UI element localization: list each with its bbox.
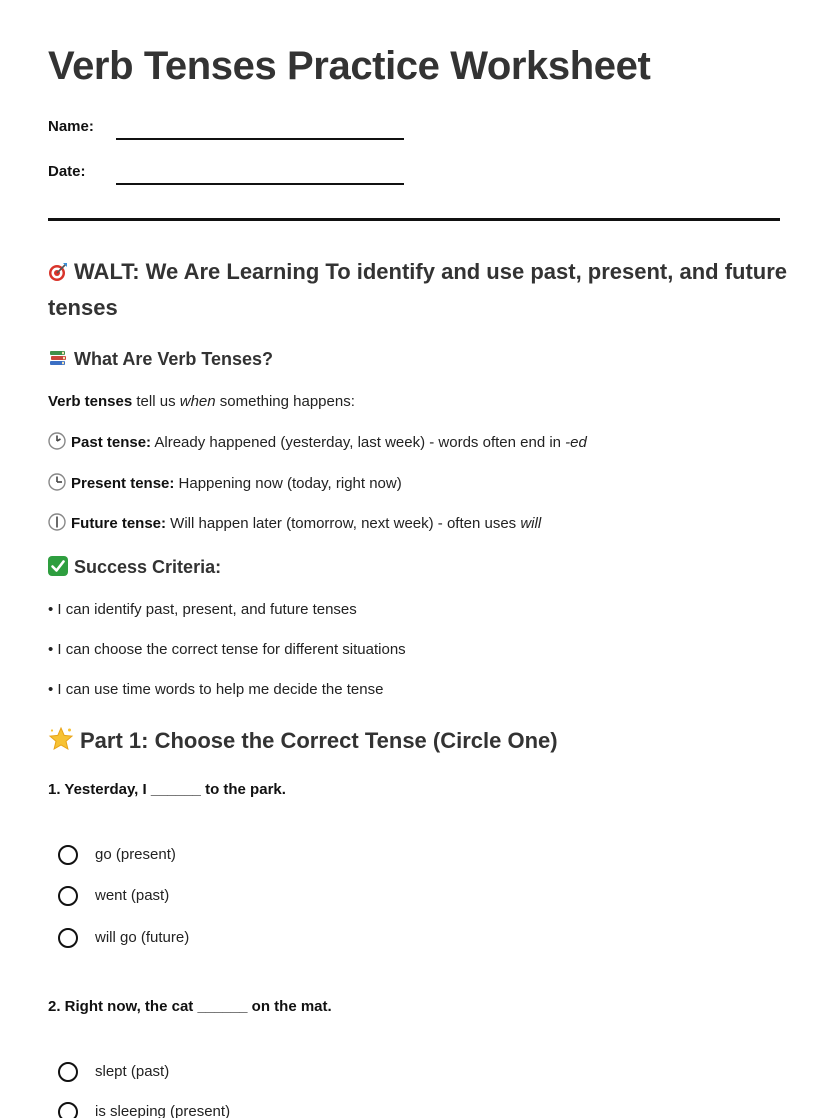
future-text: Will happen later (tomorrow, next week) - often uses — [166, 515, 521, 532]
success-heading — [48, 556, 221, 578]
intro-end: something happens: — [215, 393, 355, 410]
past-tense-line — [48, 432, 587, 451]
option-label: went (past) — [95, 887, 170, 904]
date-field[interactable] — [48, 161, 408, 187]
past-italic: -ed — [565, 434, 587, 451]
books-icon — [48, 348, 68, 368]
date-label: Date: — [48, 163, 86, 180]
name-line[interactable] — [116, 138, 404, 140]
radio-circle[interactable] — [58, 1102, 78, 1118]
future-label: Future tense: — [71, 515, 167, 532]
part1-heading-text: Part 1: Choose the Correct Tense (Circle One) — [80, 728, 558, 753]
target-icon — [48, 262, 68, 282]
page-title: Verb Tenses Practice Worksheet — [48, 44, 651, 88]
success-item: • I can identify past, present, and future tenses — [48, 601, 357, 618]
intro-mid: tell us — [132, 393, 180, 410]
divider-rule — [48, 218, 780, 221]
walt-heading — [48, 254, 788, 326]
name-label: Name: — [48, 118, 94, 135]
question-2: 2. Right now, the cat ______ on the mat. — [48, 998, 332, 1015]
clock-icon — [48, 473, 66, 491]
walt-text: WALT: We Are Learning To identify and use past, present, and future tenses — [48, 259, 788, 320]
intro-text — [48, 393, 355, 410]
radio-circle[interactable] — [58, 928, 78, 948]
intro-bold: Verb tenses — [48, 393, 133, 410]
radio-circle[interactable] — [58, 886, 78, 906]
star-icon — [48, 726, 74, 752]
date-line[interactable] — [116, 183, 404, 185]
intro-italic: when — [179, 393, 216, 410]
present-tense-line — [48, 473, 402, 492]
option-label: slept (past) — [95, 1063, 170, 1080]
part1-heading — [48, 726, 558, 754]
present-text: Happening now (today, right now) — [174, 475, 402, 492]
clock-icon — [48, 432, 66, 450]
question-1: 1. Yesterday, I ______ to the park. — [48, 781, 286, 798]
what-heading-text: What Are Verb Tenses? — [74, 349, 274, 369]
radio-circle[interactable] — [58, 1062, 78, 1082]
future-tense-line — [48, 513, 541, 532]
clock-icon — [48, 513, 66, 531]
success-item: • I can choose the correct tense for different situations — [48, 641, 406, 658]
what-heading — [48, 348, 273, 370]
future-italic: will — [520, 515, 542, 532]
success-heading-text: Success Criteria: — [74, 557, 222, 577]
past-text: Already happened (yesterday, last week) - words often end in — [151, 434, 566, 451]
check-icon — [48, 556, 68, 576]
option-label: will go (future) — [95, 929, 190, 946]
option-label: go (present) — [95, 846, 176, 863]
present-label: Present tense: — [71, 475, 175, 492]
name-field[interactable] — [48, 116, 408, 142]
past-label: Past tense: — [71, 434, 152, 451]
radio-circle[interactable] — [58, 845, 78, 865]
option-label: is sleeping (present) — [95, 1103, 231, 1118]
success-item: • I can use time words to help me decide the tense — [48, 681, 384, 698]
